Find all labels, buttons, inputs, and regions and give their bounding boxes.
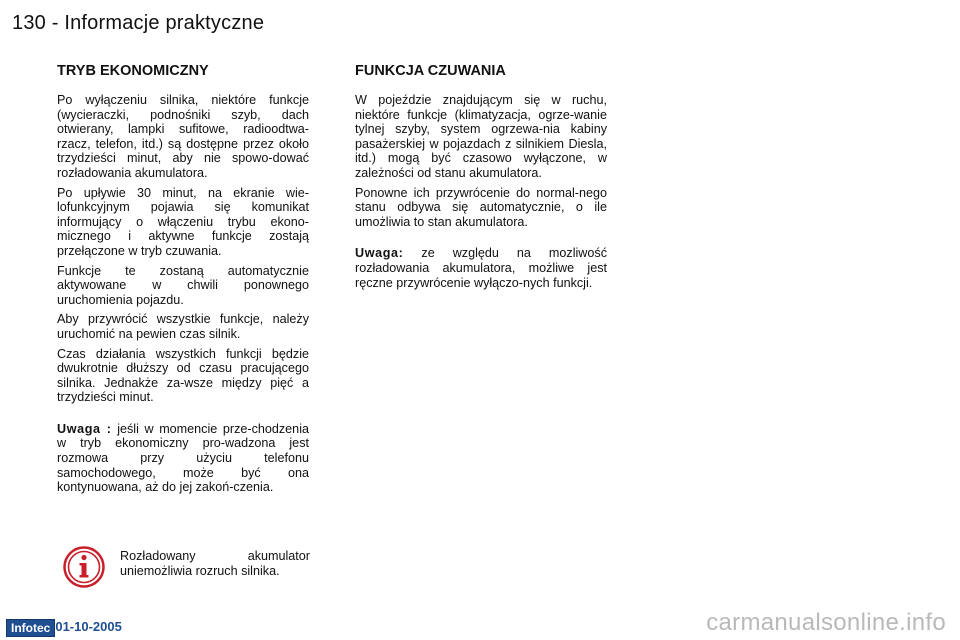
- infotec-logo: Infotec: [6, 619, 55, 637]
- info-callout: [62, 545, 310, 591]
- paragraph: Funkcje te zostaną automatycznie aktywowane w chwili ponownego uruchomienia pojazdu.: [57, 263, 309, 307]
- paragraph: Po wyłączeniu silnika, niektóre funkcje (wycieraczki, podnośniki szyb, dach otwierany, lampki sufitowe, radioodtwa-rzacz, telefon, itd.) są dostępne przez około trzydzieści minut, aby nie spowo-dować rozładowania akumulatora.: [57, 93, 309, 180]
- paragraph: Aby przywrócić wszystkie funkcje, należy uruchomić na pewien czas silnik.: [57, 312, 309, 341]
- paragraph: W pojeździe znajdującym się w ruchu, niektóre funkcje (klimatyzacja, ogrze-wanie tylnej szyby, system ogrzewa-nia kabiny pasażerskiej w pojazdach z silnikiem Diesla, itd.) mogą być czasowo wyłączone, w zależności od stanu akumulatora.: [355, 93, 607, 180]
- watermark: carmanualsonline.info: [706, 609, 946, 636]
- note-text: jeśli w momencie prze-chodzenia w tryb ekonomiczny pro-wadzona jest rozmowa przy użyciu telefonu samochodowego, może być ona kontynuowana, aż do jej zakoń-czenia.: [57, 421, 309, 495]
- note-label: Uwaga :: [57, 421, 112, 436]
- section-title-standby: FUNKCJA CZUWANIA: [355, 63, 506, 79]
- economy-mode-section: [57, 63, 309, 500]
- note-label: Uwaga:: [355, 246, 404, 261]
- note-paragraph: [355, 246, 607, 290]
- page-title: 130 - Informacje praktyczne: [12, 12, 265, 34]
- paragraph: Po upływie 30 minut, na ekranie wie-lofunkcyjnym pojawia się komunikat informujący o włączeniu trybu ekono-micznego i aktywne funkcje zostają przełączone w tryb czuwania.: [57, 185, 309, 258]
- note-paragraph: [57, 422, 309, 495]
- footer-date: 01-10-2005: [55, 619, 122, 634]
- note-text: ze względu na mozliwość rozładowania akumulatora, możliwe jest ręczne przywrócenie wyłączo-nych funkcji.: [355, 246, 607, 290]
- standby-function-section: [355, 63, 607, 295]
- section-title-economy: TRYB EKONOMICZNY: [57, 63, 209, 79]
- paragraph: Ponowne ich przywrócenie do normal-nego stanu odbywa się automatycznie, o ile umożliwia to stan akumulatora.: [355, 185, 607, 229]
- paragraph: Czas działania wszystkich funkcji będzie dwukrotnie dłuższy od czasu pracującego silnika. Jednakże za-wsze między pięć a trzydzieści minut.: [57, 346, 309, 405]
- info-icon: [62, 545, 106, 589]
- footer-brand: [6, 619, 122, 635]
- info-text: Rozładowany akumulator uniemożliwia rozruch silnika.: [120, 549, 310, 578]
